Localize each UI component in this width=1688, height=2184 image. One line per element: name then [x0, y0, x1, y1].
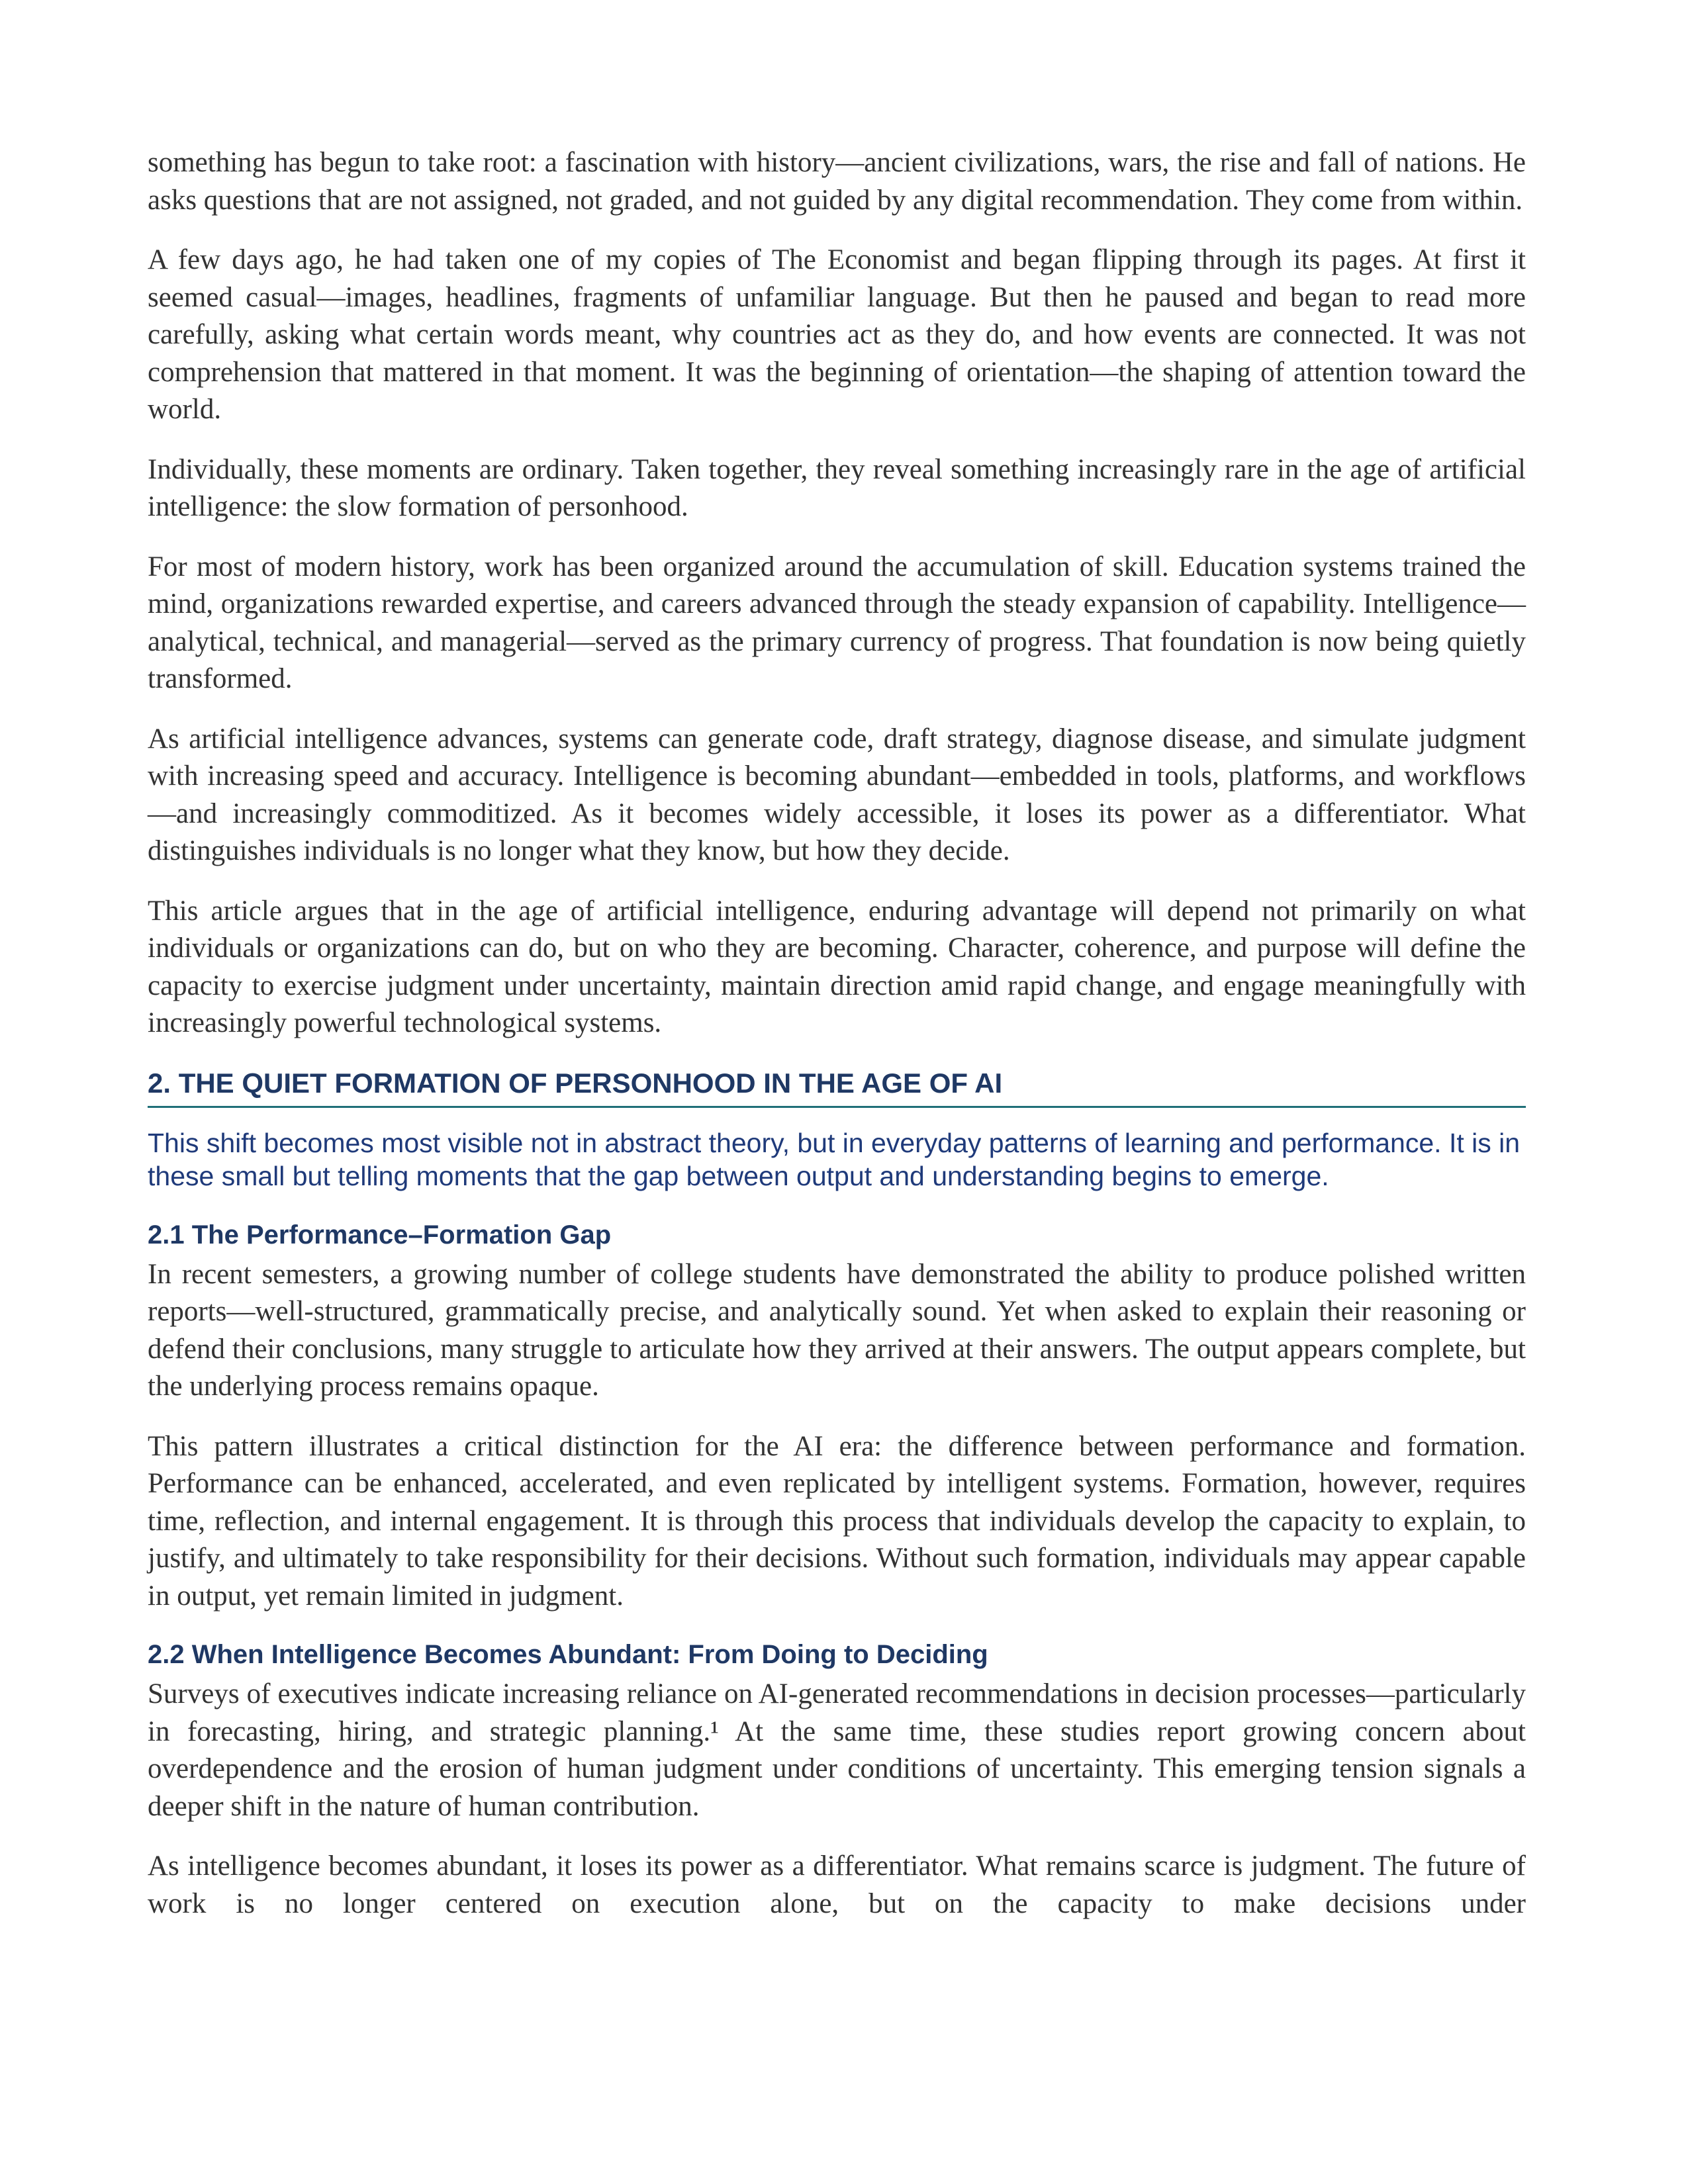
subsection-heading: 2.2 When Intelligence Becomes Abundant: From Doing to Deciding — [148, 1640, 988, 1669]
body-paragraph: something has begun to take root: a fascination with history—ancient civilizations, wars, the rise and fall of nations. He asks questions that are not assigned, not graded, and not guided by any digital recommendation. They come from within. — [148, 147, 1526, 216]
body-paragraph: In recent semesters, a growing number of college students have demonstrated the ability to produce polished written reports—well-structured, grammatically precise, and analytically sound. Yet when asked to explain their reasoning or defend their conclusions, many struggle to articulate how they arrived at their answers. The output appears complete, but the underlying process remains opaque. — [148, 1258, 1526, 1402]
body-paragraph: For most of modern history, work has been organized around the accumulation of skill. Education systems trained the mind, organizations rewarded expertise, and careers advanced through the steady expansion of capability. Intelligence—analytical, technical, and managerial—served as the primary currency of progress. That foundation is now being quietly transformed. — [148, 551, 1526, 694]
section-heading: 2. THE QUIET FORMATION OF PERSONHOOD IN THE AGE OF AI — [148, 1066, 1526, 1108]
body-paragraph: As artificial intelligence advances, systems can generate code, draft strategy, diagnose disease, and simulate judgment with increasing speed and accuracy. Intelligence is becoming abundant—embedded in tools, platforms, and workflows—and increasingly commoditized. As it becomes widely accessible, it loses its power as a differentiator. What distinguishes individuals is no longer what they know, but how they decide. — [148, 723, 1526, 866]
body-paragraph: This pattern illustrates a critical distinction for the AI era: the difference between performance and formation. Performance can be enhanced, accelerated, and even replicated by intelligent systems. Formation, however, requires time, reflection, and internal engagement. It is through this process that individuals develop the capacity to explain, to justify, and ultimately to take responsibility for their decisions. Without such formation, individuals may appear capable in output, yet remain limited in judgment. — [148, 1430, 1526, 1612]
section-intro: This shift becomes most visible not in abstract theory, but in everyday patterns of learning and performance. It is in these small but telling moments that the gap between output and understanding begins to emerge. — [148, 1127, 1521, 1191]
document-page — [148, 144, 1526, 1945]
body-paragraph: As intelligence becomes abundant, it loses its power as a differentiator. What remains scarce is judgment. The future of work is no longer centered on execution alone, but on the capacity to make decisions under — [148, 1850, 1526, 1919]
body-paragraph: A few days ago, he had taken one of my copies of The Economist and began flipping through its pages. At first it seemed casual—images, headlines, fragments of unfamiliar language. But then he paused and began to read more carefully, asking what certain words meant, why countries act as they do, and how events are connected. It was not comprehension that mattered in that moment. It was the beginning of orientation—the shaping of attention toward the world. — [148, 244, 1526, 425]
body-paragraph: This article argues that in the age of artificial intelligence, enduring advantage will depend not primarily on what individuals or organizations can do, but on who they are becoming. Character, coherence, and purpose will define the capacity to exercise judgment under uncertainty, maintain direction amid rapid change, and engage meaningfully with increasingly powerful technological systems. — [148, 895, 1526, 1038]
body-paragraph: Surveys of executives indicate increasing reliance on AI-generated recommendations in decision processes—particularly in forecasting, hiring, and strategic planning.¹ At the same time, these studies report growing concern about overdependence and the erosion of human judgment under conditions of uncertainty. This emerging tension signals a deeper shift in the nature of human contribution. — [148, 1678, 1526, 1822]
body-paragraph: Individually, these moments are ordinary. Taken together, they reveal something increasingly rare in the age of artificial intelligence: the slow formation of personhood. — [148, 453, 1526, 522]
subsection-heading: 2.1 The Performance–Formation Gap — [148, 1220, 612, 1250]
